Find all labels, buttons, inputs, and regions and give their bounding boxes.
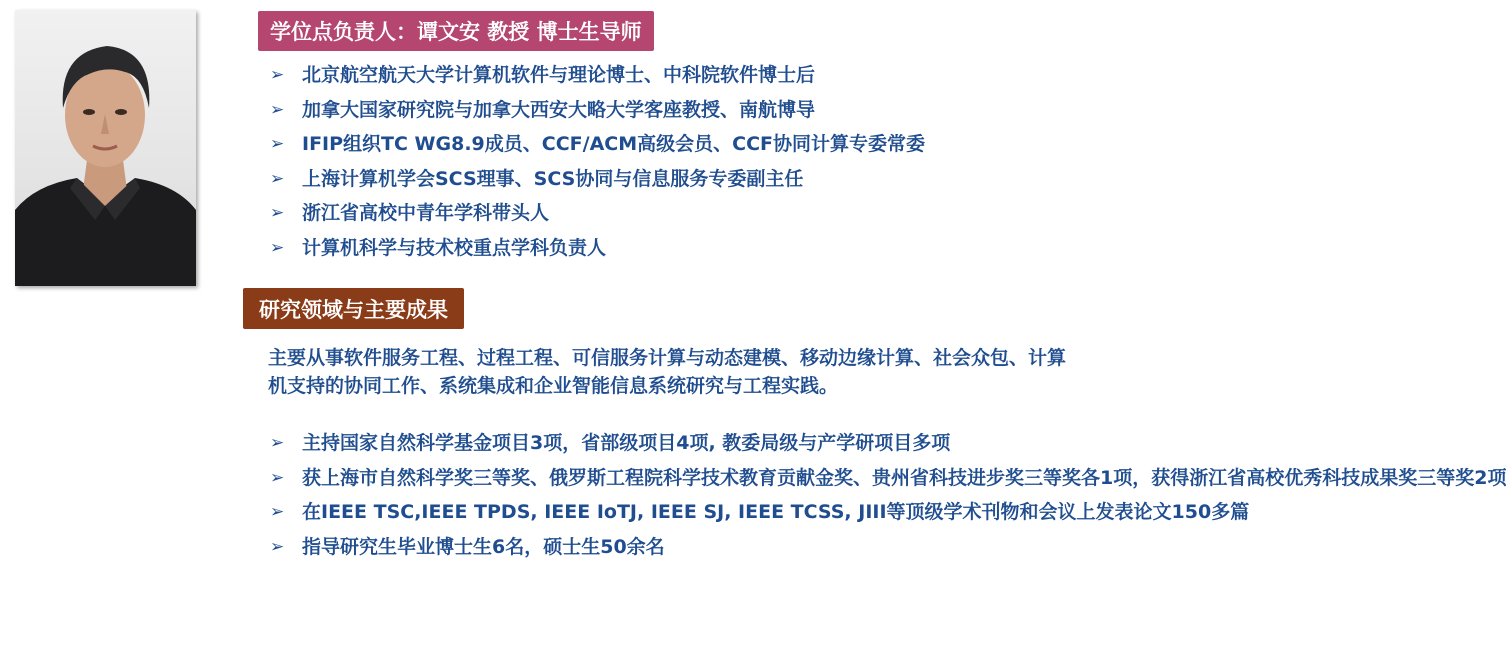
- list-item: ➢ 获上海市自然科学奖三等奖、俄罗斯工程院科学技术教育贡献金奖、贵州省科技进步奖三等奖各1项，获得浙江省高校优秀科技成果奖三等奖2项: [270, 461, 1077, 496]
- list-item: ➢ 在IEEE TSC,IEEE TPDS, IEEE IoTJ, IEEE SJ, IEEE TCSS, JIII等顶级学术刊物和会议上发表论文150多篇: [270, 495, 1077, 530]
- achievements-list: [270, 426, 1506, 564]
- arrow-bullet-icon: ➢: [270, 502, 285, 522]
- list-item: ➢ 加拿大国家研究院与加拿大西安大略大学客座教授、南航博导: [270, 93, 925, 128]
- list-item: ➢ 主持国家自然科学基金项目3项，省部级项目4项, 教委局级与产学研项目多项: [270, 426, 1077, 461]
- arrow-bullet-icon: ➢: [270, 237, 285, 258]
- arrow-bullet-icon: ➢: [270, 99, 285, 120]
- page-title: 学位点负责人：谭文安 教授 博士生导师: [258, 11, 654, 51]
- list-item: ➢ 计算机科学与技术校重点学科负责人: [270, 231, 925, 266]
- arrow-bullet-icon: ➢: [270, 433, 285, 453]
- arrow-bullet-icon: ➢: [270, 203, 285, 223]
- arrow-bullet-icon: ➢: [270, 467, 285, 488]
- credentials-list: [270, 58, 925, 265]
- list-item: ➢ 浙江省高校中青年学科带头人: [270, 196, 925, 231]
- list-item: ➢ 北京航空航天大学计算机软件与理论博士、中科院软件博士后: [270, 58, 925, 93]
- list-item: ➢ IFIP组织TC WG8.9成员、CCF/ACM高级会员、CCF协同计算专委常委: [270, 127, 925, 162]
- list-item: ➢ 指导研究生毕业博士生6名，硕士生50余名: [270, 530, 1077, 565]
- arrow-bullet-icon: ➢: [270, 134, 285, 154]
- arrow-bullet-icon: ➢: [270, 65, 285, 85]
- section-heading: 研究领域与主要成果: [243, 288, 464, 329]
- portrait-photo: [15, 10, 196, 286]
- portrait-illustration: [15, 10, 196, 286]
- research-description: 主要从事软件服务工程、过程工程、可信服务计算与动态建模、移动边缘计算、社会众包、计算机支持的协同工作、系统集成和企业智能信息系统研究与工程实践。: [268, 347, 1067, 397]
- list-item: ➢ 上海计算机学会SCS理事、SCS协同与信息服务专委副主任: [270, 162, 925, 197]
- arrow-bullet-icon: ➢: [270, 536, 285, 557]
- arrow-bullet-icon: ➢: [270, 168, 285, 189]
